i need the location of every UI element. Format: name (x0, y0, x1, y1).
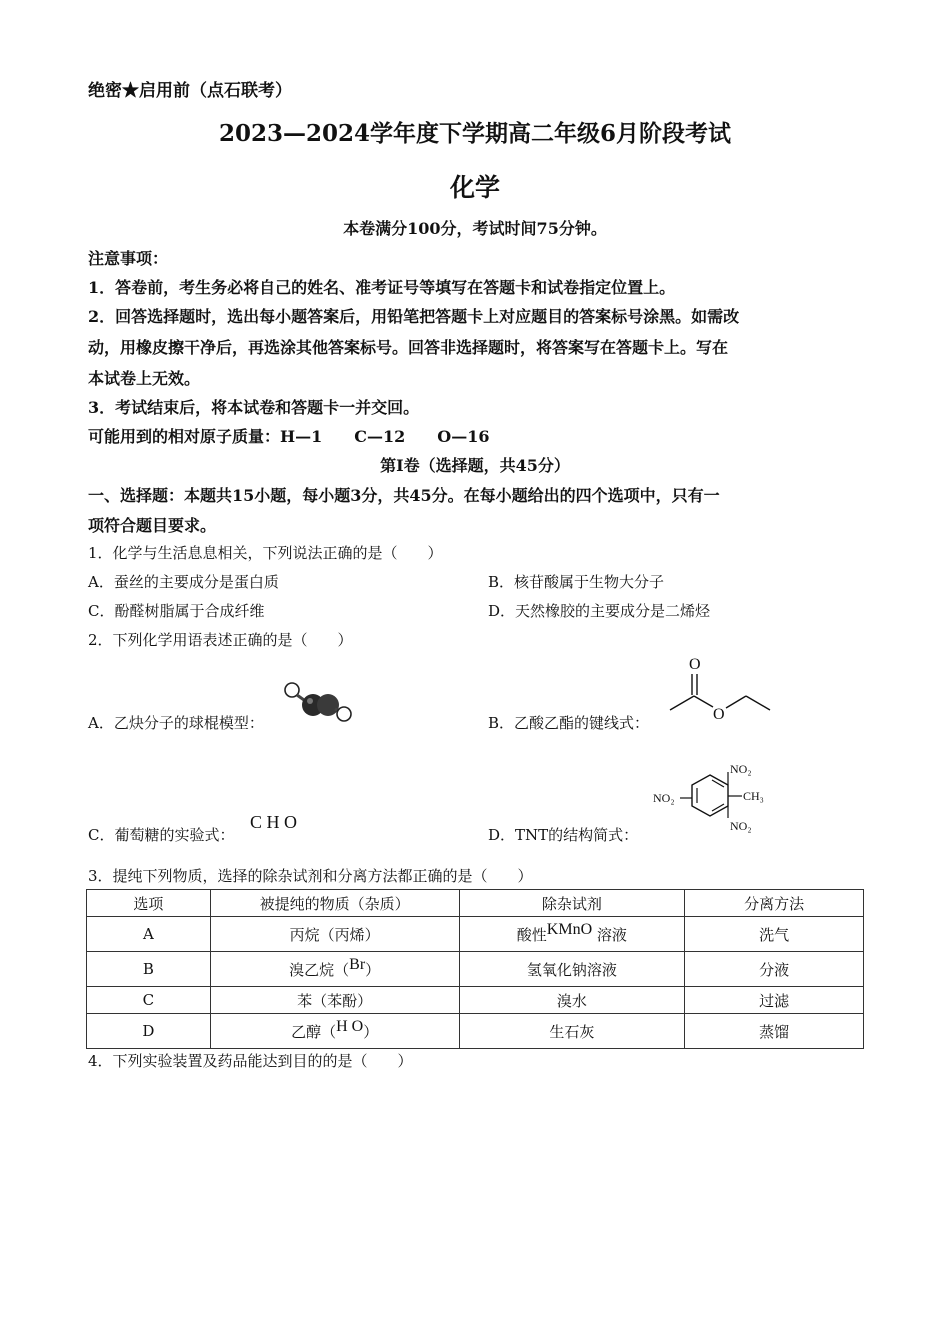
substance-suffix: ） (363, 1022, 379, 1041)
table-header-cell: 除杂试剂 (459, 890, 685, 917)
score-info: 本卷满分100分，考试时间75分钟。 (343, 219, 607, 238)
q1-option-c: C．酚醛树脂属于合成纤维 (88, 602, 265, 620)
option-cell: C (87, 987, 211, 1014)
note-1: 1．答卷前，考生务必将自己的姓名、准考证号等填写在答题卡和试卷指定位置上。 (88, 278, 676, 297)
note-2c: 本试卷上无效。 (88, 369, 201, 388)
q4-stem: 4．下列实验装置及药品能达到目的的是（ ） (88, 1052, 413, 1070)
method-cell: 分液 (685, 952, 864, 987)
q1-stem: 1．化学与生活息息相关，下列说法正确的是（ ） (88, 544, 443, 562)
substance-cell: 苯（苯酚） (210, 987, 459, 1014)
table-row (87, 952, 864, 987)
substance-prefix: 乙醇（ (291, 1022, 337, 1041)
mass-h: H—1 (280, 427, 323, 446)
q3-stem: 3．提纯下列物质，选择的除杂试剂和分离方法都正确的是（ ） (88, 867, 533, 885)
reagent-cell (459, 917, 685, 952)
section-heading-a: 一、选择题：本题共15小题，每小题3分，共45分。在每小题给出的四个选项中，只有一 (88, 486, 720, 505)
substance-cell: 丙烷（丙烯） (210, 917, 459, 952)
part1-title: 第Ⅰ卷（选择题，共45分） (380, 456, 570, 475)
option-cell: D (87, 1014, 211, 1049)
tnt-no2-left: NO₂ (653, 791, 675, 805)
glucose-empirical-formula: C H O (250, 812, 298, 832)
substance-cell (210, 1014, 459, 1049)
q2-option-b: B．乙酸乙酯的键线式： (488, 714, 650, 732)
tnt-structure (650, 758, 780, 838)
method-cell: 洗气 (685, 917, 864, 952)
table-row (87, 987, 864, 1014)
option-cell: B (87, 952, 211, 987)
mass-o: O—16 (437, 427, 490, 446)
reagent-suffix: 溶液 (596, 925, 627, 944)
note-2a: 2．回答选择题时，选出每小题答案后，用铅笔把答题卡上对应题目的答案标号涂黑。如需改 (88, 307, 740, 326)
atomic-mass-label: 可能用到的相对原子质量： (88, 427, 281, 446)
subject-title: 化学 (449, 173, 500, 202)
method-cell: 蒸馏 (685, 1014, 864, 1049)
svg-text:O: O (689, 656, 701, 673)
q1-option-a: A．蚕丝的主要成分是蛋白质 (88, 573, 279, 591)
q1-option-d: D．天然橡胶的主要成分是二烯烃 (488, 602, 711, 620)
secret-label: 绝密★启用前（点石联考） (88, 81, 292, 101)
table-header-cell: 分离方法 (685, 890, 864, 917)
q3-table (86, 889, 864, 1049)
reagent-cell: 氢氧化钠溶液 (459, 952, 685, 987)
table-header-cell: 被提纯的物质（杂质） (210, 890, 459, 917)
section-heading-b: 项符合题目要求。 (88, 516, 217, 535)
tnt-ch3: CH₃ (743, 789, 764, 803)
substance-formula: Br (349, 955, 366, 973)
tnt-no2-top: NO₂ (730, 762, 752, 776)
method-cell: 过滤 (685, 987, 864, 1014)
q1-option-b: B．核苷酸属于生物大分子 (488, 573, 665, 591)
tnt-no2-bottom: NO₂ (730, 819, 752, 833)
acetylene-ball-stick-model (280, 678, 356, 724)
table-header-cell: 选项 (87, 890, 211, 917)
substance-suffix: ） (365, 960, 381, 979)
option-cell: A (87, 917, 211, 952)
table-header-row (87, 890, 864, 917)
q2-stem: 2．下列化学用语表述正确的是（ ） (88, 631, 353, 649)
ethyl-acetate-skeletal-formula (660, 652, 780, 730)
note-3: 3．考试结束后，将本试卷和答题卡一并交回。 (88, 398, 420, 417)
atomic-mass-line (88, 424, 489, 447)
svg-text:O: O (713, 706, 725, 723)
substance-cell (210, 952, 459, 987)
exam-title: 2023—2024学年度下学期高二年级6月阶段考试 (218, 120, 732, 147)
reagent-formula: KMnO (546, 920, 593, 938)
substance-prefix: 溴乙烷（ (289, 960, 350, 979)
table-row (87, 1014, 864, 1049)
q2-option-d: D．TNT的结构简式： (488, 826, 639, 844)
q2-option-a: A．乙炔分子的球棍模型： (88, 714, 264, 732)
q2-option-c: C．葡萄糖的实验式： (88, 826, 235, 844)
notes-heading: 注意事项： (88, 249, 169, 268)
reagent-prefix: 酸性 (516, 925, 547, 944)
reagent-cell: 溴水 (459, 987, 685, 1014)
table-row (87, 917, 864, 952)
reagent-cell: 生石灰 (459, 1014, 685, 1049)
substance-formula: H O (336, 1017, 364, 1035)
note-2b: 动，用橡皮擦干净后，再选涂其他答案标号。回答非选择题时，将答案写在答题卡上。写在 (88, 338, 729, 357)
mass-c: C—12 (354, 427, 406, 446)
